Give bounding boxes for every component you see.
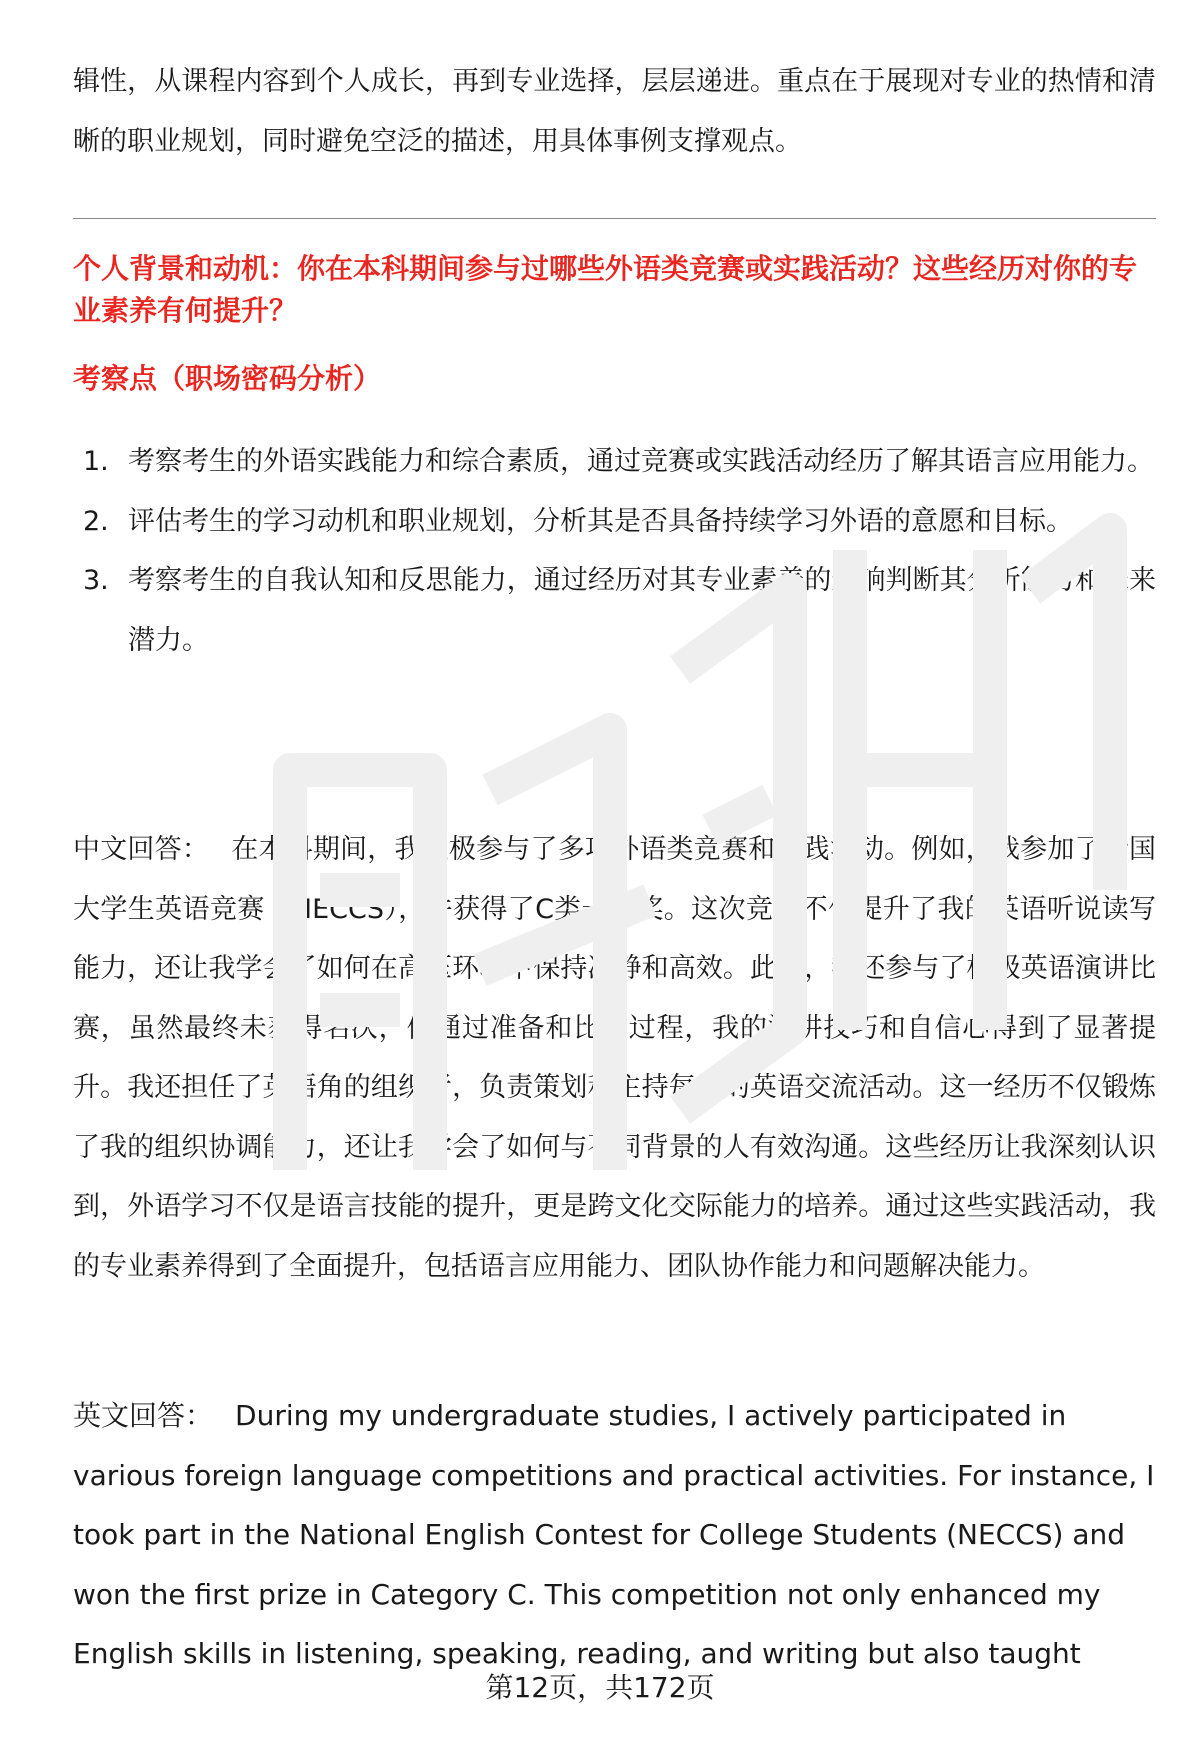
- intro-paragraph: 辑性，从课程内容到个人成长，再到专业选择，层层递进。重点在于展现对专业的热情和清晰的职业规划，同时避免空泛的描述，用具体事例支撑观点。: [73, 66, 1156, 157]
- list-item: [73, 551, 1156, 670]
- chinese-answer-paragraph: [73, 820, 1156, 1296]
- list-item-text: 考察考生的外语实践能力和综合素质，通过竞赛或实践活动经历了解其语言应用能力。: [128, 446, 1154, 477]
- list-item-text: 评估考生的学习动机和职业规划，分析其是否具备持续学习外语的意愿和目标。: [128, 505, 1073, 537]
- english-answer-text: During my undergraduate studies, I actively participated in various foreign language competitions and practical activities. For instance, I took part in the National English Contest for College Students (NECCS) and won the first prize in Category C. This competition not only enhanced my English skills in listening, speaking, reading, and writing but also taught: [73, 1399, 1155, 1670]
- section-divider: [73, 218, 1156, 219]
- list-item: [73, 492, 1156, 552]
- document-page: [73, 0, 1156, 1755]
- list-item-number: 2.: [83, 505, 109, 537]
- list-item-number: 3.: [83, 565, 109, 596]
- list-item-number: 1.: [83, 446, 109, 477]
- chinese-answer-text: 在本科期间，我积极参与了多项外语类竞赛和实践活动。例如，我参加了全国大学生英语竞赛（NECCS），并获得了C类一等奖。这次竞赛不仅提升了我的英语听说读写能力，还让我学会了如何在高压环境下保持冷静和高效。此外，我还参与了校级英语演讲比赛，虽然最终未获得名次，但通过准备和比赛过程，我的演讲技巧和自信心得到了显著提升。我还担任了英语角的组织者，负责策划和主持每周的英语交流活动。这一经历不仅锻炼了我的组织协调能力，还让我学会了如何与不同背景的人有效沟通。这些经历让我深刻认识到，外语学习不仅是语言技能的提升，更是跨文化交际能力的培养。通过这些实践活动，我的专业素养得到了全面提升，包括语言应用能力、团队协作能力和问题解决能力。: [73, 834, 1157, 1282]
- list-item: [73, 432, 1156, 492]
- english-answer-label: 英文回答：: [73, 1399, 214, 1432]
- exam-points-heading: 考察点（职场密码分析）: [73, 362, 382, 395]
- question-heading: 个人背景和动机：你在本科期间参与过哪些外语类竞赛或实践活动？这些经历对你的专业素养有何提升？: [73, 252, 1138, 327]
- list-item-text: 考察考生的自我认知和反思能力，通过经历对其专业素养的影响判断其分析能力和未来潜力。: [128, 565, 1156, 656]
- chinese-answer-label: 中文回答：: [73, 834, 210, 865]
- exam-points-list: [73, 432, 1156, 670]
- page-number-footer: 第12页，共172页: [485, 1671, 715, 1704]
- english-answer-paragraph: [73, 1386, 1156, 1684]
